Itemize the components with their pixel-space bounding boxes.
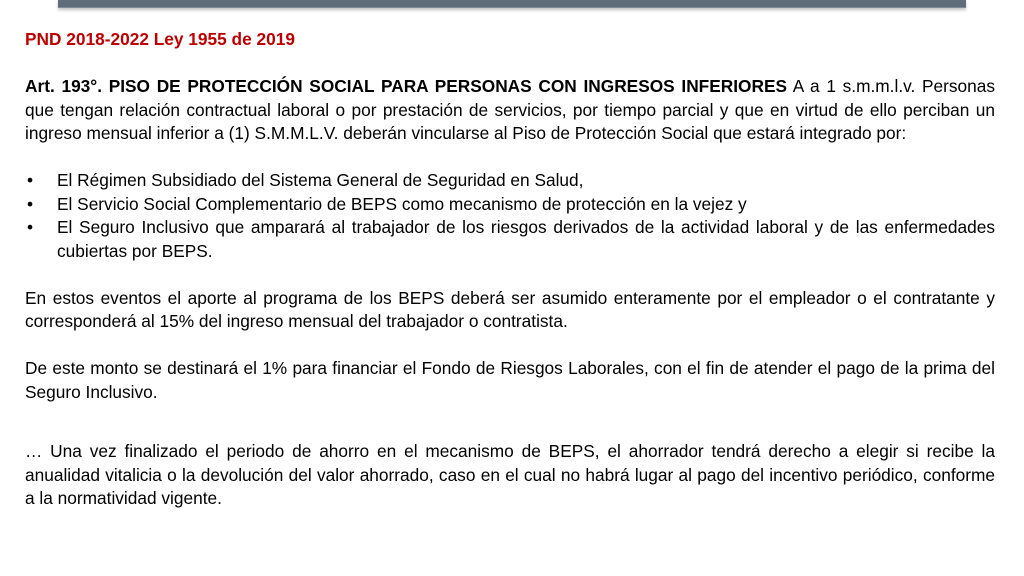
- paragraph-risk-fund: De este monto se destinará el 1% para financiar el Fondo de Riesgos Laborales, con el fin de atender el pago de la prima del Seguro Inclusivo.: [25, 358, 995, 402]
- list-item: [25, 216, 995, 263]
- article-body: A a 1 s.m.m.l.v. Personas que tengan relación contractual laboral o por prestación de servicios, por tiempo parcial y que en virtud de ello perciban un ingreso mensual inferior a (1) S.M.M.L.V. deberán vincularse al Piso de Protección Social que estará integrado por:: [25, 76, 995, 143]
- paragraph-contribution: En estos eventos el aporte al programa de los BEPS deberá ser asumido enteramente por el empleador o el contratante y corresponderá al 15% del ingreso mensual del trabajador o contratista.: [25, 287, 995, 331]
- list-item-text: El Servicio Social Complementario de BEPS como mecanismo de protección en la vejez y: [57, 193, 747, 214]
- bullet-list: [25, 169, 995, 263]
- spacer: [25, 334, 995, 358]
- article-title: Art. 193°. PISO DE PROTECCIÓN SOCIAL PARA PERSONAS CON INGRESOS INFERIORES: [25, 76, 788, 96]
- spacer: [25, 263, 995, 287]
- bullet-icon: •: [27, 170, 34, 190]
- article-paragraph: [25, 75, 995, 146]
- slide-top-bar: [58, 0, 966, 8]
- spacer: [25, 52, 995, 76]
- bullet-icon: •: [27, 217, 34, 237]
- document-heading: PND 2018-2022 Ley 1955 de 2019: [25, 29, 295, 49]
- list-item: [25, 193, 995, 217]
- bullet-icon: •: [27, 193, 34, 214]
- list-item-text: El Régimen Subsidiado del Sistema General de Seguridad en Salud,: [57, 170, 584, 190]
- list-item-text: El Seguro Inclusivo que amparará al trabajador de los riesgos derivados de la actividad laboral y de las enfermedades cubiertas por BEPS.: [57, 217, 995, 261]
- list-item: [25, 169, 995, 193]
- slide-content: [25, 28, 995, 511]
- spacer: [25, 146, 995, 170]
- spacer: [25, 404, 995, 440]
- paragraph-savings-period: … Una vez finalizado el periodo de ahorro en el mecanismo de BEPS, el ahorrador tendrá derecho a elegir si recibe la anualidad vitalicia o la devolución del valor ahorrado, caso en el cual no habrá lugar al pago del incentivo periódico, conforme a la normatividad vigente.: [25, 441, 995, 508]
